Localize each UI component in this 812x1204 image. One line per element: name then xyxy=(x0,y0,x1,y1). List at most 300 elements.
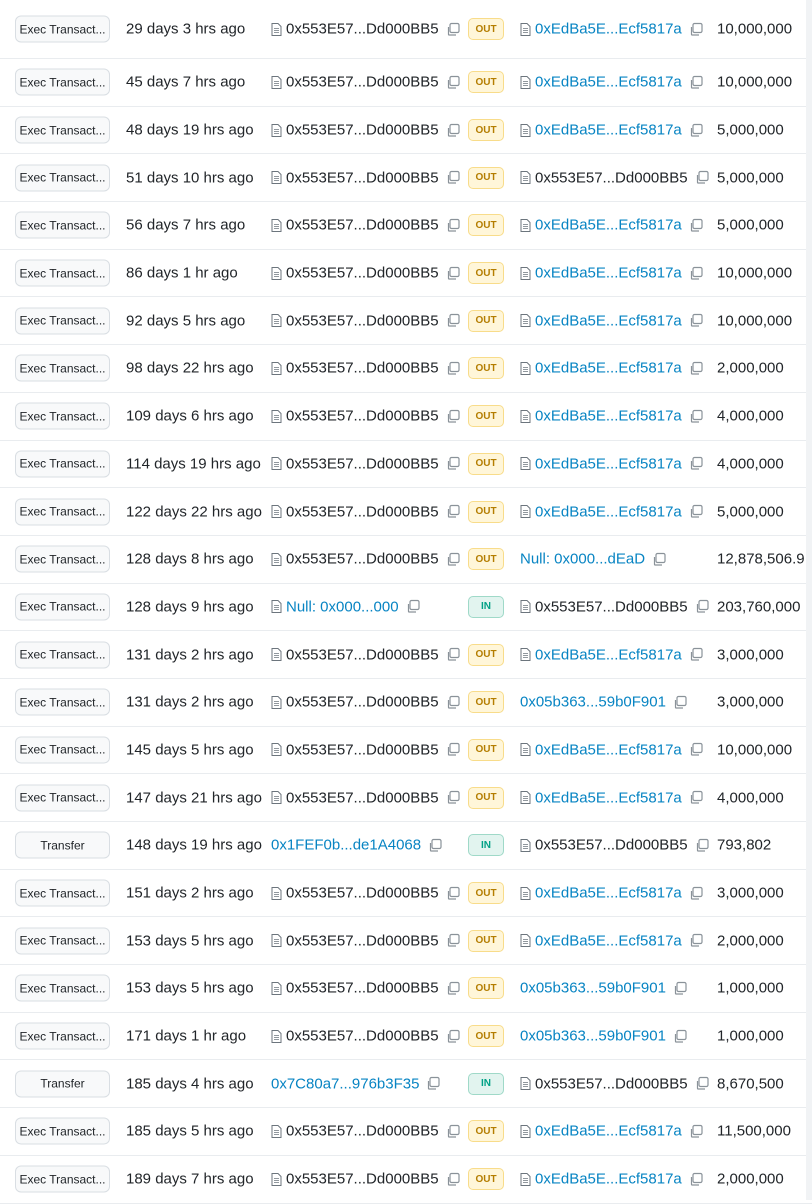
to-address[interactable] xyxy=(520,217,703,234)
to-address-text[interactable]: 0xEdBa5E...Ecf5817a xyxy=(535,312,682,330)
age-cell: 148 days 19 hrs ago xyxy=(126,836,262,854)
to-address-text[interactable]: 0xEdBa5E...Ecf5817a xyxy=(535,73,682,91)
amount-cell: 3,000,000 xyxy=(717,884,784,902)
direction-badge: IN xyxy=(468,834,504,856)
age-cell: 92 days 5 hrs ago xyxy=(126,312,246,330)
copy-icon[interactable] xyxy=(695,1077,709,1091)
to-address-text[interactable]: 0xEdBa5E...Ecf5817a xyxy=(535,407,682,425)
copy-icon[interactable] xyxy=(446,361,460,375)
to-address-text[interactable]: 0x05b363...59b0F901 xyxy=(520,693,666,711)
copy-icon[interactable] xyxy=(695,171,709,185)
direction-badge: OUT xyxy=(468,214,504,236)
age-cell: 147 days 21 hrs ago xyxy=(126,789,262,807)
to-address-text[interactable]: 0xEdBa5E...Ecf5817a xyxy=(535,359,682,377)
amount-cell: 4,000,000 xyxy=(717,789,784,807)
amount-cell: 10,000,000 xyxy=(717,73,793,91)
copy-icon[interactable] xyxy=(446,218,460,232)
copy-icon[interactable] xyxy=(446,266,460,280)
from-address[interactable] xyxy=(271,169,460,186)
from-address-text[interactable]: 0x553E57...Dd000BB5 xyxy=(286,550,439,568)
from-address[interactable] xyxy=(271,932,460,949)
table-row xyxy=(0,774,812,822)
age-cell: 45 days 7 hrs ago xyxy=(126,73,246,91)
method-badge[interactable]: Transfer xyxy=(15,832,110,859)
table-row xyxy=(0,965,812,1013)
age-cell: 29 days 3 hrs ago xyxy=(126,20,246,38)
table-row xyxy=(0,917,812,965)
age-cell: 98 days 22 hrs ago xyxy=(126,359,254,377)
from-address-text[interactable]: 0x553E57...Dd000BB5 xyxy=(286,503,439,521)
document-icon xyxy=(520,75,531,89)
document-icon xyxy=(271,552,282,566)
direction-badge: OUT xyxy=(468,405,504,427)
method-badge[interactable]: Exec Transact... xyxy=(15,784,110,811)
to-address[interactable] xyxy=(520,885,703,902)
method-badge[interactable]: Exec Transact... xyxy=(15,450,110,477)
from-address-text[interactable]: 0x553E57...Dd000BB5 xyxy=(286,1170,439,1188)
copy-icon[interactable] xyxy=(689,75,703,89)
direction-badge: OUT xyxy=(468,644,504,666)
document-icon xyxy=(271,266,282,280)
age-cell: 131 days 2 hrs ago xyxy=(126,693,254,711)
direction-badge: OUT xyxy=(468,1120,504,1142)
age-cell: 153 days 5 hrs ago xyxy=(126,932,254,950)
age-cell: 185 days 5 hrs ago xyxy=(126,1122,254,1140)
from-address[interactable] xyxy=(271,741,460,758)
document-icon xyxy=(520,791,531,805)
from-address-text[interactable]: 0x553E57...Dd000BB5 xyxy=(286,216,439,234)
method-badge[interactable]: Exec Transact... xyxy=(15,164,110,191)
direction-badge: OUT xyxy=(468,357,504,379)
direction-badge: OUT xyxy=(468,119,504,141)
document-icon xyxy=(271,1124,282,1138)
table-row xyxy=(0,631,812,679)
amount-cell: 5,000,000 xyxy=(717,121,784,139)
method-badge[interactable]: Exec Transact... xyxy=(15,1166,110,1193)
copy-icon[interactable] xyxy=(446,171,460,185)
table-row xyxy=(0,1013,812,1061)
to-address-text[interactable]: 0xEdBa5E...Ecf5817a xyxy=(535,503,682,521)
table-row xyxy=(0,59,812,107)
direction-badge: OUT xyxy=(468,18,504,40)
direction-badge: IN xyxy=(468,1073,504,1095)
to-address[interactable] xyxy=(520,1171,703,1188)
copy-icon[interactable] xyxy=(689,314,703,328)
to-address-text[interactable]: 0xEdBa5E...Ecf5817a xyxy=(535,1170,682,1188)
to-address[interactable] xyxy=(520,741,703,758)
direction-badge: OUT xyxy=(468,167,504,189)
method-badge[interactable]: Exec Transact... xyxy=(15,16,110,43)
document-icon xyxy=(271,934,282,948)
to-address-text[interactable]: 0xEdBa5E...Ecf5817a xyxy=(535,884,682,902)
amount-cell: 793,802 xyxy=(717,836,772,854)
from-address[interactable] xyxy=(271,885,460,902)
copy-icon[interactable] xyxy=(652,552,666,566)
amount-cell: 10,000,000 xyxy=(717,20,793,38)
from-address[interactable] xyxy=(271,74,460,91)
to-address-text[interactable]: 0xEdBa5E...Ecf5817a xyxy=(535,646,682,664)
to-address[interactable] xyxy=(520,837,709,854)
document-icon xyxy=(520,171,531,185)
to-address-text[interactable]: 0xEdBa5E...Ecf5817a xyxy=(535,216,682,234)
from-address[interactable] xyxy=(271,265,460,282)
copy-icon[interactable] xyxy=(689,22,703,36)
to-address-text[interactable]: 0xEdBa5E...Ecf5817a xyxy=(535,932,682,950)
document-icon xyxy=(520,934,531,948)
method-badge[interactable]: Exec Transact... xyxy=(15,736,110,763)
copy-icon[interactable] xyxy=(446,123,460,137)
from-address-text[interactable]: 0x553E57...Dd000BB5 xyxy=(286,932,439,950)
method-badge[interactable]: Exec Transact... xyxy=(15,689,110,716)
amount-cell: 10,000,000 xyxy=(717,312,793,330)
from-address[interactable] xyxy=(271,598,420,615)
from-address[interactable] xyxy=(271,312,460,329)
document-icon xyxy=(271,695,282,709)
method-badge[interactable]: Exec Transact... xyxy=(15,927,110,954)
to-address-text[interactable]: 0xEdBa5E...Ecf5817a xyxy=(535,789,682,807)
method-badge[interactable]: Exec Transact... xyxy=(15,641,110,668)
copy-icon[interactable] xyxy=(446,505,460,519)
age-cell: 171 days 1 hr ago xyxy=(126,1027,247,1045)
copy-icon[interactable] xyxy=(689,648,703,662)
age-cell: 185 days 4 hrs ago xyxy=(126,1075,254,1093)
to-address[interactable] xyxy=(520,122,703,139)
direction-badge: OUT xyxy=(468,71,504,93)
amount-cell: 10,000,000 xyxy=(717,264,793,282)
from-address-text[interactable]: 0x553E57...Dd000BB5 xyxy=(286,789,439,807)
copy-icon[interactable] xyxy=(446,1029,460,1043)
method-badge[interactable]: Exec Transact... xyxy=(15,260,110,287)
from-address-text[interactable]: 0x553E57...Dd000BB5 xyxy=(286,121,439,139)
from-address-text[interactable]: 0x553E57...Dd000BB5 xyxy=(286,979,439,997)
age-cell: 122 days 22 hrs ago xyxy=(126,503,262,521)
age-cell: 128 days 8 hrs ago xyxy=(126,550,254,568)
table-row xyxy=(0,202,812,250)
from-address-text[interactable]: 0x553E57...Dd000BB5 xyxy=(286,264,439,282)
copy-icon[interactable] xyxy=(689,361,703,375)
table-row xyxy=(0,1156,812,1204)
from-address[interactable] xyxy=(271,646,460,663)
amount-cell: 1,000,000 xyxy=(717,1027,784,1045)
method-badge[interactable]: Exec Transact... xyxy=(15,403,110,430)
document-icon xyxy=(520,505,531,519)
document-icon xyxy=(520,743,531,757)
method-badge[interactable]: Exec Transact... xyxy=(15,975,110,1002)
scrollbar[interactable] xyxy=(806,0,812,1200)
from-address[interactable] xyxy=(271,694,460,711)
copy-icon[interactable] xyxy=(446,409,460,423)
copy-icon[interactable] xyxy=(446,934,460,948)
amount-cell: 8,670,500 xyxy=(717,1075,784,1093)
direction-badge: OUT xyxy=(468,739,504,761)
direction-badge: OUT xyxy=(468,787,504,809)
copy-icon[interactable] xyxy=(695,838,709,852)
to-address-text[interactable]: 0xEdBa5E...Ecf5817a xyxy=(535,121,682,139)
from-address-text[interactable]: 0x553E57...Dd000BB5 xyxy=(286,312,439,330)
copy-icon[interactable] xyxy=(446,1124,460,1138)
copy-icon[interactable] xyxy=(446,886,460,900)
table-row xyxy=(0,393,812,441)
method-badge[interactable]: Exec Transact... xyxy=(15,1023,110,1050)
document-icon xyxy=(271,361,282,375)
to-address-text[interactable]: 0xEdBa5E...Ecf5817a xyxy=(535,741,682,759)
age-cell: 51 days 10 hrs ago xyxy=(126,169,254,187)
amount-cell: 4,000,000 xyxy=(717,407,784,425)
age-cell: 86 days 1 hr ago xyxy=(126,264,238,282)
to-address[interactable] xyxy=(520,74,703,91)
document-icon xyxy=(271,648,282,662)
copy-icon[interactable] xyxy=(446,695,460,709)
direction-badge: OUT xyxy=(468,548,504,570)
amount-cell: 5,000,000 xyxy=(717,503,784,521)
to-address[interactable] xyxy=(520,169,709,186)
copy-icon[interactable] xyxy=(689,266,703,280)
copy-icon[interactable] xyxy=(446,457,460,471)
method-badge[interactable]: Exec Transact... xyxy=(15,212,110,239)
to-address-text[interactable]: 0xEdBa5E...Ecf5817a xyxy=(535,20,682,38)
document-icon xyxy=(520,886,531,900)
to-address[interactable] xyxy=(520,646,703,663)
amount-cell: 203,760,000 xyxy=(717,598,801,616)
from-address[interactable] xyxy=(271,551,460,568)
to-address-text[interactable]: 0x553E57...Dd000BB5 xyxy=(535,836,688,854)
amount-cell: 3,000,000 xyxy=(717,693,784,711)
document-icon xyxy=(271,22,282,36)
document-icon xyxy=(520,648,531,662)
to-address[interactable] xyxy=(520,1028,687,1045)
copy-icon[interactable] xyxy=(446,648,460,662)
amount-cell: 12,878,506.9 xyxy=(717,550,805,568)
copy-icon[interactable] xyxy=(446,743,460,757)
amount-cell: 2,000,000 xyxy=(717,359,784,377)
age-cell: 145 days 5 hrs ago xyxy=(126,741,254,759)
document-icon xyxy=(520,1077,531,1091)
to-address-text[interactable]: 0x05b363...59b0F901 xyxy=(520,1027,666,1045)
document-icon xyxy=(271,457,282,471)
document-icon xyxy=(271,314,282,328)
direction-badge: OUT xyxy=(468,453,504,475)
direction-badge: OUT xyxy=(468,977,504,999)
copy-icon[interactable] xyxy=(446,22,460,36)
copy-icon[interactable] xyxy=(689,743,703,757)
document-icon xyxy=(520,361,531,375)
document-icon xyxy=(271,505,282,519)
copy-icon[interactable] xyxy=(689,791,703,805)
from-address[interactable] xyxy=(271,21,460,38)
copy-icon[interactable] xyxy=(689,457,703,471)
to-address-text[interactable]: 0xEdBa5E...Ecf5817a xyxy=(535,1122,682,1140)
direction-badge: OUT xyxy=(468,1025,504,1047)
from-address[interactable] xyxy=(271,980,460,997)
direction-badge: IN xyxy=(468,596,504,618)
copy-icon[interactable] xyxy=(446,981,460,995)
copy-icon[interactable] xyxy=(446,791,460,805)
method-badge[interactable]: Exec Transact... xyxy=(15,117,110,144)
direction-badge: OUT xyxy=(468,501,504,523)
from-address[interactable] xyxy=(271,789,460,806)
document-icon xyxy=(271,75,282,89)
to-address[interactable] xyxy=(520,694,687,711)
from-address[interactable] xyxy=(271,360,460,377)
to-address[interactable] xyxy=(520,408,703,425)
method-badge[interactable]: Exec Transact... xyxy=(15,355,110,382)
method-badge[interactable]: Exec Transact... xyxy=(15,546,110,573)
copy-icon[interactable] xyxy=(446,1172,460,1186)
table-row xyxy=(0,822,812,870)
document-icon xyxy=(520,218,531,232)
copy-icon[interactable] xyxy=(689,409,703,423)
copy-icon[interactable] xyxy=(689,123,703,137)
to-address[interactable] xyxy=(520,360,703,377)
copy-icon[interactable] xyxy=(689,218,703,232)
copy-icon[interactable] xyxy=(673,981,687,995)
from-address-text[interactable]: 0x553E57...Dd000BB5 xyxy=(286,1122,439,1140)
from-address[interactable] xyxy=(271,122,460,139)
age-cell: 151 days 2 hrs ago xyxy=(126,884,254,902)
method-badge[interactable]: Exec Transact... xyxy=(15,880,110,907)
to-address-text[interactable]: 0x553E57...Dd000BB5 xyxy=(535,1075,688,1093)
to-address-text[interactable]: 0x553E57...Dd000BB5 xyxy=(535,598,688,616)
from-address[interactable] xyxy=(271,503,460,520)
from-address[interactable] xyxy=(271,1075,440,1092)
copy-icon[interactable] xyxy=(689,1124,703,1138)
copy-icon[interactable] xyxy=(689,505,703,519)
to-address[interactable] xyxy=(520,1075,709,1092)
from-address[interactable] xyxy=(271,837,442,854)
copy-icon[interactable] xyxy=(426,1077,440,1091)
document-icon xyxy=(520,457,531,471)
amount-cell: 5,000,000 xyxy=(717,169,784,187)
document-icon xyxy=(271,171,282,185)
amount-cell: 4,000,000 xyxy=(717,455,784,473)
to-address[interactable] xyxy=(520,265,703,282)
copy-icon[interactable] xyxy=(446,552,460,566)
from-address-text[interactable]: 0x7C80a7...976b3F35 xyxy=(271,1075,420,1093)
from-address[interactable] xyxy=(271,455,460,472)
document-icon xyxy=(271,1172,282,1186)
to-address[interactable] xyxy=(520,598,709,615)
method-badge[interactable]: Transfer xyxy=(15,1070,110,1097)
to-address-text[interactable]: 0x05b363...59b0F901 xyxy=(520,979,666,997)
table-row xyxy=(0,107,812,155)
copy-icon[interactable] xyxy=(673,1029,687,1043)
to-address[interactable] xyxy=(520,312,703,329)
from-address-text[interactable]: 0x553E57...Dd000BB5 xyxy=(286,73,439,91)
to-address[interactable] xyxy=(520,21,703,38)
amount-cell: 2,000,000 xyxy=(717,932,784,950)
to-address[interactable] xyxy=(520,1123,703,1140)
table-row xyxy=(0,297,812,345)
from-address[interactable] xyxy=(271,217,460,234)
amount-cell: 11,500,000 xyxy=(717,1122,791,1140)
copy-icon[interactable] xyxy=(689,886,703,900)
document-icon xyxy=(520,266,531,280)
from-address[interactable] xyxy=(271,1123,460,1140)
from-address-text[interactable]: 0x553E57...Dd000BB5 xyxy=(286,407,439,425)
from-address[interactable] xyxy=(271,408,460,425)
copy-icon[interactable] xyxy=(695,600,709,614)
document-icon xyxy=(520,838,531,852)
to-address[interactable] xyxy=(520,503,703,520)
copy-icon[interactable] xyxy=(689,934,703,948)
from-address-text[interactable]: 0x553E57...Dd000BB5 xyxy=(286,169,439,187)
table-row xyxy=(0,345,812,393)
amount-cell: 3,000,000 xyxy=(717,646,784,664)
from-address[interactable] xyxy=(271,1171,460,1188)
from-address-text[interactable]: 0x553E57...Dd000BB5 xyxy=(286,884,439,902)
document-icon xyxy=(520,22,531,36)
copy-icon[interactable] xyxy=(446,314,460,328)
amount-cell: 5,000,000 xyxy=(717,216,784,234)
age-cell: 131 days 2 hrs ago xyxy=(126,646,254,664)
method-badge[interactable]: Exec Transact... xyxy=(15,1118,110,1145)
to-address[interactable] xyxy=(520,980,687,997)
table-row xyxy=(0,727,812,775)
from-address-text[interactable]: 0x553E57...Dd000BB5 xyxy=(286,359,439,377)
method-badge[interactable]: Exec Transact... xyxy=(15,498,110,525)
table-row xyxy=(0,536,812,584)
age-cell: 48 days 19 hrs ago xyxy=(126,121,254,139)
copy-icon[interactable] xyxy=(689,1172,703,1186)
method-badge[interactable]: Exec Transact... xyxy=(15,593,110,620)
table-row xyxy=(0,870,812,918)
to-address-text[interactable]: Null: 0x000...dEaD xyxy=(520,550,646,568)
direction-badge: OUT xyxy=(468,1168,504,1190)
copy-icon[interactable] xyxy=(446,75,460,89)
from-address-text[interactable]: 0x553E57...Dd000BB5 xyxy=(286,455,439,473)
document-icon xyxy=(520,1172,531,1186)
table-row xyxy=(0,679,812,727)
age-cell: 56 days 7 hrs ago xyxy=(126,216,246,234)
direction-badge: OUT xyxy=(468,691,504,713)
copy-icon[interactable] xyxy=(673,695,687,709)
from-address-text[interactable]: 0x553E57...Dd000BB5 xyxy=(286,646,439,664)
to-address[interactable] xyxy=(520,551,666,568)
from-address[interactable] xyxy=(271,1028,460,1045)
table-row xyxy=(0,154,812,202)
to-address[interactable] xyxy=(520,932,703,949)
direction-badge: OUT xyxy=(468,310,504,332)
table-row xyxy=(0,1060,812,1108)
direction-badge: OUT xyxy=(468,262,504,284)
table-row xyxy=(0,441,812,489)
to-address[interactable] xyxy=(520,789,703,806)
to-address[interactable] xyxy=(520,455,703,472)
method-badge[interactable]: Exec Transact... xyxy=(15,307,110,334)
method-badge[interactable]: Exec Transact... xyxy=(15,69,110,96)
table-row xyxy=(0,584,812,632)
document-icon xyxy=(520,314,531,328)
from-address-text[interactable]: 0x553E57...Dd000BB5 xyxy=(286,693,439,711)
direction-badge: OUT xyxy=(468,930,504,952)
to-address-text[interactable]: 0xEdBa5E...Ecf5817a xyxy=(535,264,682,282)
amount-cell: 1,000,000 xyxy=(717,979,784,997)
from-address-text[interactable]: 0x1FEF0b...de1A4068 xyxy=(271,836,422,854)
copy-icon[interactable] xyxy=(406,600,420,614)
to-address-text[interactable]: 0x553E57...Dd000BB5 xyxy=(535,169,688,187)
from-address-text[interactable]: 0x553E57...Dd000BB5 xyxy=(286,20,439,38)
from-address-text[interactable]: Null: 0x000...000 xyxy=(286,598,399,616)
from-address-text[interactable]: 0x553E57...Dd000BB5 xyxy=(286,1027,439,1045)
from-address-text[interactable]: 0x553E57...Dd000BB5 xyxy=(286,741,439,759)
amount-cell: 10,000,000 xyxy=(717,741,793,759)
document-icon xyxy=(520,1124,531,1138)
direction-badge: OUT xyxy=(468,882,504,904)
copy-icon[interactable] xyxy=(428,838,442,852)
to-address-text[interactable]: 0xEdBa5E...Ecf5817a xyxy=(535,455,682,473)
amount-cell: 2,000,000 xyxy=(717,1170,784,1188)
document-icon xyxy=(271,409,282,423)
